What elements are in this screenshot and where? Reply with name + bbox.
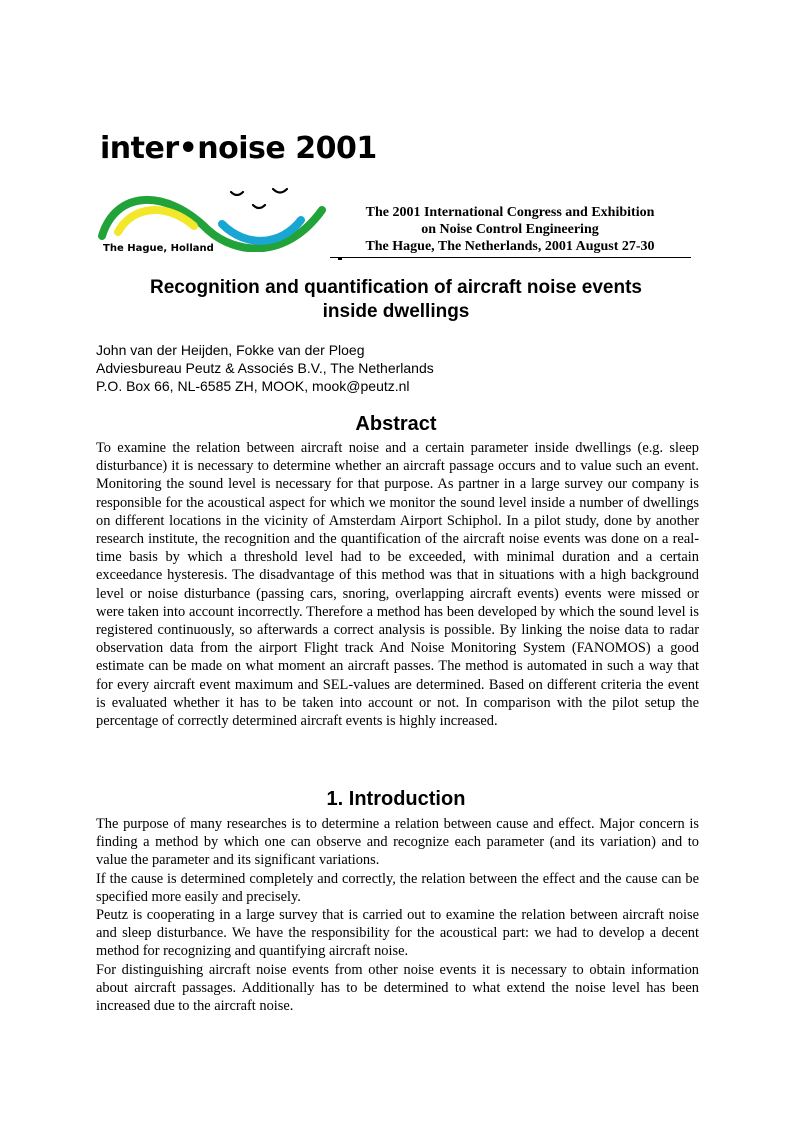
conference-info [330,204,690,255]
author-affiliation: Adviesbureau Peutz & Associés B.V., The Netherlands [96,360,434,376]
logo-wave-mark [273,189,287,193]
logo-arc-yellow [118,210,194,232]
author-names: John van der Heijden, Fokke van der Ploeg [96,342,365,358]
logo-caption: The Hague, Holland [103,243,214,254]
header-divider [330,257,691,258]
conference-line-2: on Noise Control Engineering [421,222,599,237]
abstract-heading: Abstract [355,413,437,435]
introduction-paragraph: Peutz is cooperating in a large survey that is carried out to examine the relation between aircraft noise and sleep disturbance. We have the responsibility for the acoustical part: we had to develop a decent method for recognizing and quantifying aircraft noise. [96,907,699,960]
introduction-paragraph: For distinguishing aircraft noise events from other noise events it is necessary to obtain information about aircraft passages. Additionally has to be determined to what extend the noise level has been increased due to the aircraft noise. [96,961,699,1015]
introduction-paragraph: The purpose of many researches is to determine a relation between cause and effect. Major concern is finding a method by which one can observe and recognize each parameter (and its variation) and to value the parameter and its significant variations. [96,816,699,869]
logo-arc-green [102,200,322,248]
conference-logo-title: inter•noise 2001 [100,131,377,166]
introduction-paragraph: If the cause is determined completely and correctly, the relation between the effect and the cause can be specified more easily and precisely. [96,870,699,905]
paper-title-line-1: Recognition and quantification of aircraft noise events [150,277,642,298]
conference-line-3: The Hague, The Netherlands, 2001 August 27-30 [365,239,655,254]
introduction-body [96,815,699,1015]
abstract-paragraph: To examine the relation between aircraft noise and a certain parameter inside dwellings (e.g. sleep disturbance) it is necessary to determine whether an aircraft passage occurs and to value such an event. Monitoring the sound level is necessary for that purpose. As partner in a large survey our company is responsible for the acoustical aspect for which we monitor the sound level inside a number of dwellings on different locations in the vicinity of Amsterdam Airport Schiphol. In a pilot study, done by another research institute, the recognition and the quantification of the aircraft noise events was done on a real-time basis by which a threshold level had to be exceeded, with minimal duration and a certain exceedance hysteresis. The disadvantage of this method was that in situations with a high background level or noise disturbance (passing cars, snoring, overlapping aircraft events) events were missed or were taken into account incorrectly. Therefore a method has been developed by which the sound level is registered continuously, so afterwards a correct analysis is possible. By linking the noise data to radar observation data from the airport Flight track And Noise Monitoring System (FANOMOS) a good estimate can be made on what moment an aircraft passes. The method is automated in such a way that for every aircraft event maximum and SEL-values are determined. Based on different criteria the event is evaluated whether it has to be taken into account or not. In comparison with the pilot setup the percentage of correctly determined aircraft events is highly increased. [96,440,699,730]
abstract-body [96,439,699,730]
introduction-heading: 1. Introduction [326,788,466,810]
conference-logo-graphic [96,180,336,252]
conference-line-1: The 2001 International Congress and Exhibition [365,205,655,220]
logo-wave-mark [231,192,243,195]
author-address: P.O. Box 66, NL-6585 ZH, MOOK, mook@peutz.nl [96,378,410,394]
logo-wave-mark [253,205,265,208]
paper-title [96,276,696,324]
paper-title-line-2: inside dwellings [322,301,470,322]
author-block [96,341,434,395]
header-divider-mark [338,258,342,260]
